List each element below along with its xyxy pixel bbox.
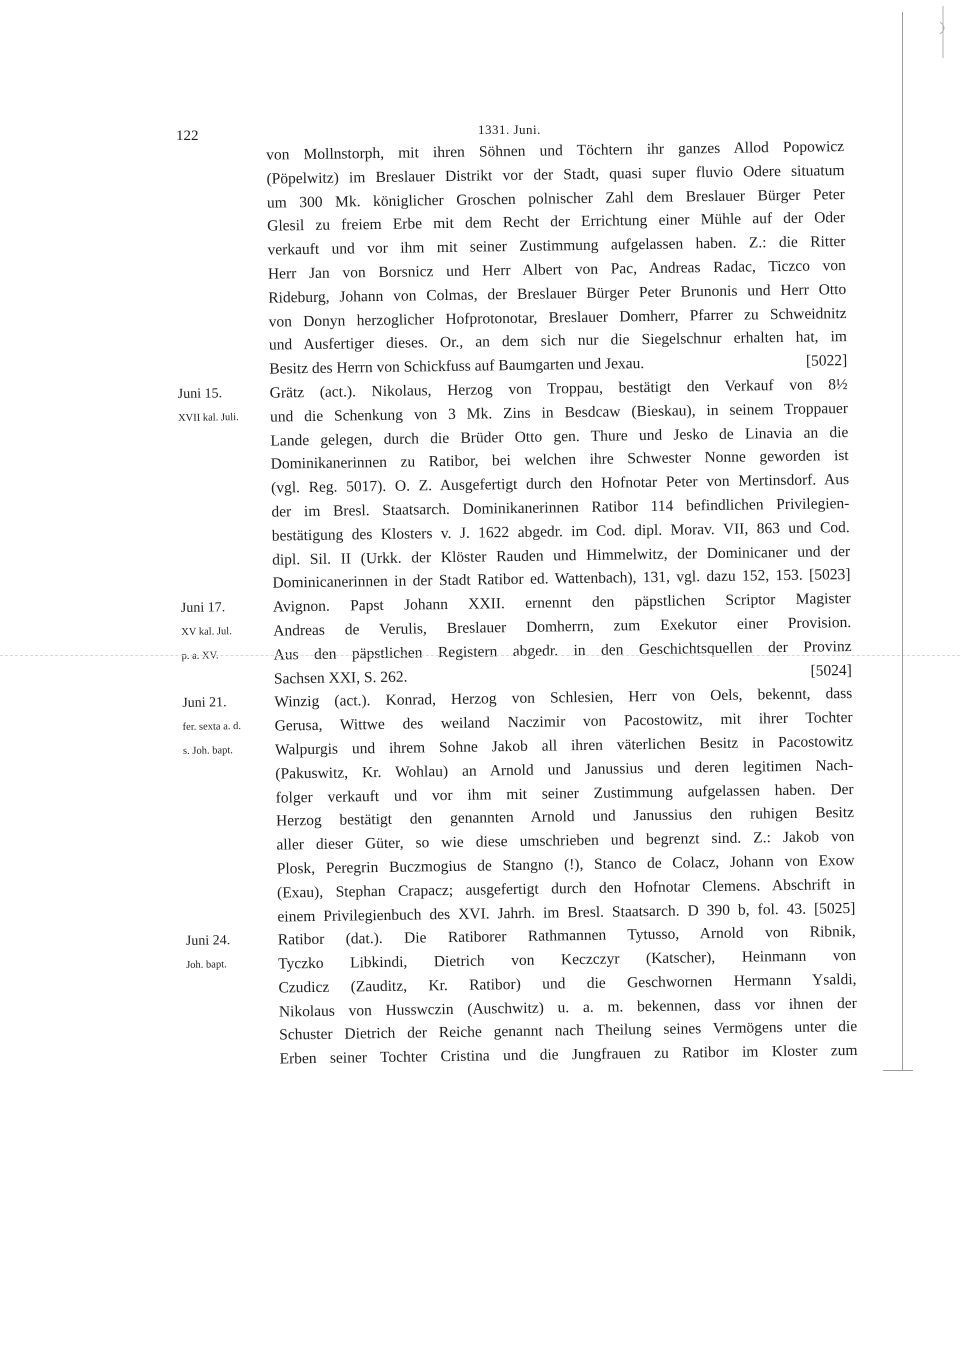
margin-date-note [179, 501, 271, 502]
line-text: Gerusa, Wittwe des weiland Naczimir von Pacostowitz, mit ihrer Tochter [274, 709, 853, 735]
line-text: einem Privilegienbuch des XVI. Jahrh. im Bresl. Staatsarch. D 390 b, fol. 43. [5025] [277, 899, 856, 926]
line-text: Avignon. Papst Johann XXII. ernennt den päpstlichen Scriptor Magister [272, 590, 851, 616]
margin-date-note [184, 786, 276, 787]
margin-date-note [184, 810, 276, 811]
margin-date-note: fer. sexta a. d. [182, 721, 242, 734]
binding-edge-line [902, 12, 903, 1070]
margin-date-note: Juni 17. [180, 600, 226, 617]
line-text: Nikolaus von Husswczin (Auschwitz) u. a. m. bekennen, dass vor ihnen der [278, 994, 857, 1021]
line-text: Erben seiner Tochter Cristina und die Jungfrauen zu Ratibor im Kloster zum [279, 1042, 858, 1068]
margin-date-note [177, 334, 269, 335]
margin-date-note [183, 762, 275, 763]
body-text [174, 135, 858, 1073]
line-text: Czudicz (Zauditz, Kr. Ratibor) und die Geschwornen Hermann Ysaldi, [278, 970, 857, 997]
register-number: [5024] [810, 661, 852, 680]
line-text: aller dieser Güter, so wie diese umschrieben und begrenzt sind. Z.: Jakob von [276, 828, 855, 854]
line-text: Herr Jan von Borsnicz und Herr Albert von Pac, Andreas Radac, Ticzco von [267, 257, 846, 283]
margin-date-note [186, 976, 278, 977]
line-text: folger verkauft und vor ihm mit seiner Zustimmung aufgelassen haben. Der [275, 780, 854, 807]
margin-date-note [185, 881, 277, 882]
margin-date-note [174, 144, 266, 145]
margin-date-note [176, 263, 268, 264]
line-text: Ratibor (dat.). Die Ratiborer Rathmannen Tytusso, Arnold von Ribnik, [277, 923, 856, 949]
margin-date-note [187, 1000, 279, 1001]
margin-date-note [179, 453, 271, 454]
margin-date-note [180, 548, 272, 549]
line-text: und die Schenkung von 3 Mk. Zins in Besdcaw (Bieskau), in seinem Troppauer [269, 399, 849, 426]
margin-date-note [177, 358, 269, 359]
margin-date-note: Joh. bapt. [186, 959, 227, 972]
margin-date-note [179, 477, 271, 478]
scan-fold-line [0, 655, 960, 656]
margin-date-note [175, 191, 267, 192]
line-text: Plosk, Peregrin Buczmogius de Stangno (!), Stanco de Colacz, Johann von Exow [276, 851, 855, 878]
margin-date-note [185, 857, 277, 858]
line-text: Lande gelegen, durch die Brüder Otto gen. Thure und Jesko de Linavia an die [270, 423, 849, 450]
margin-date-note [174, 167, 266, 168]
line-text: Andreas de Verulis, Breslauer Domherrn, zum Exekutor einer Provision. [273, 613, 852, 640]
margin-date-note [185, 905, 277, 906]
margin-date-note [187, 1024, 279, 1025]
line-text: dipl. Sil. II (Urkk. der Klöster Rauden und Himmelwitz, der Dominicaner und der [272, 542, 851, 569]
line-text: Besitz des Herrn von Schickfuss auf Baumgarten und Jexau. [269, 355, 645, 378]
margin-date-note [176, 310, 268, 311]
line-text: Rideburg, Johann von Colmas, der Breslauer Bürger Peter Brunonis und Herr Otto [268, 280, 847, 307]
line-text: Grätz (act.). Nikolaus, Herzog von Troppau, bestätigt den Verkauf von 8½ [269, 376, 848, 402]
running-head: 1331. Juni. [478, 122, 541, 137]
margin-date-note: Juni 24. [185, 933, 231, 950]
margin-date-note [176, 286, 268, 287]
line-text: um 300 Mk. königlicher Groschen polnischer Zahl dem Breslauer Bürger Peter [266, 185, 845, 212]
line-text: Schuster Dietrich der Reiche genannt nach Theilung seines Vermögens unter die [279, 1018, 858, 1045]
line-text: Glesil zu freiem Erbe mit dem Recht der Errichtung einer Mühle auf der Oder [267, 209, 846, 236]
margin-date-note [175, 215, 267, 216]
margin-date-note: p. a. XV. [181, 650, 219, 662]
line-text: Walpurgis und ihrem Sohne Jakob all ihren väterlichen Besitz in Pacostowitz [274, 732, 854, 759]
margin-date-note [178, 429, 270, 430]
margin-date-note [180, 572, 272, 573]
margin-date-note: Juni 21. [182, 695, 227, 712]
line-text: (Pöpelwitz) im Breslauer Distrikt vor der Stadt, quasi super fluvio Odere situatum [266, 161, 845, 188]
register-number: [5022] [805, 352, 848, 370]
line-text: bestätigung des Klosters v. J. 1622 abgedr. im Cod. dipl. Morav. VII, 863 und Cod. [271, 518, 850, 545]
margin-date-note: XVII kal. Juli. [177, 411, 239, 424]
line-text: von Donyn herzoglicher Hofprotonotar, Breslauer Domherr, Pfarrer zu Schweidnitz [268, 304, 847, 331]
scan-corner-mark [928, 2, 958, 62]
line-text: Tyczko Libkindi, Dietrich von Keczczyr (Katscher), Heinmann von [278, 947, 857, 973]
margin-date-note: Juni 15. [177, 386, 223, 402]
margin-date-note: s. Joh. bapt. [182, 745, 233, 757]
line-text: Winzig (act.). Konrad, Herzog von Schlesien, Herr von Oels, bekennt, dass [274, 685, 853, 711]
line-text: der im Bresl. Staatsarch. Dominikanerinnen Ratibor 114 befindlichen Privilegien- [271, 494, 850, 521]
line-text: Sachsen XXI, S. 262. [273, 668, 408, 688]
margin-date-note [180, 524, 272, 525]
margin-date-note [187, 1048, 279, 1049]
line-text: (Pakuswitz, Kr. Wohlau) an Arnold und Janussius und deren legitimen Nach- [275, 756, 854, 783]
line-text: Herzog bestätigt den genannten Arnold und Janussius den ruhigen Besitz [275, 804, 855, 830]
page-number: 122 [176, 128, 199, 144]
line-text: Dominicanerinnen in der Stadt Ratibor ed. Wattenbach), 131, vgl. dazu 152, 153. [5023] [272, 566, 851, 592]
line-text: (vgl. Reg. 5017). O. Z. Ausgefertigt durch den Hofnotar Peter von Mertinsdorf. Aus [270, 471, 850, 497]
line-text: und Ausfertiger dieses. Or., an dem sich nur die Siegelschnur erhalten hat, im [268, 328, 848, 354]
line-text: von Mollnstorph, mit ihren Söhnen und Töchtern ihr ganzes Allod Popowicz [266, 138, 845, 164]
line-text: verkauft und vor ihm mit seiner Zustimmung aufgelassen haben. Z.: die Ritter [267, 233, 846, 259]
line-text: (Exau), Stephan Crapacz; ausgefertigt durch den Hofnotar Clemens. Abschrift in [276, 875, 856, 902]
line-text: Dominikanerinnen zu Ratibor, bei welchen ihre Schwester Nonne geworden ist [270, 447, 849, 473]
margin-date-note [175, 239, 267, 240]
binding-edge-foot [883, 1070, 913, 1071]
line-text: Aus den päpstlichen Registern abgedr. in den Geschichtsquellen der Provinz [273, 637, 852, 664]
margin-date-note: XV kal. Jul. [181, 626, 232, 638]
margin-date-note [182, 667, 274, 668]
margin-date-note [184, 834, 276, 835]
